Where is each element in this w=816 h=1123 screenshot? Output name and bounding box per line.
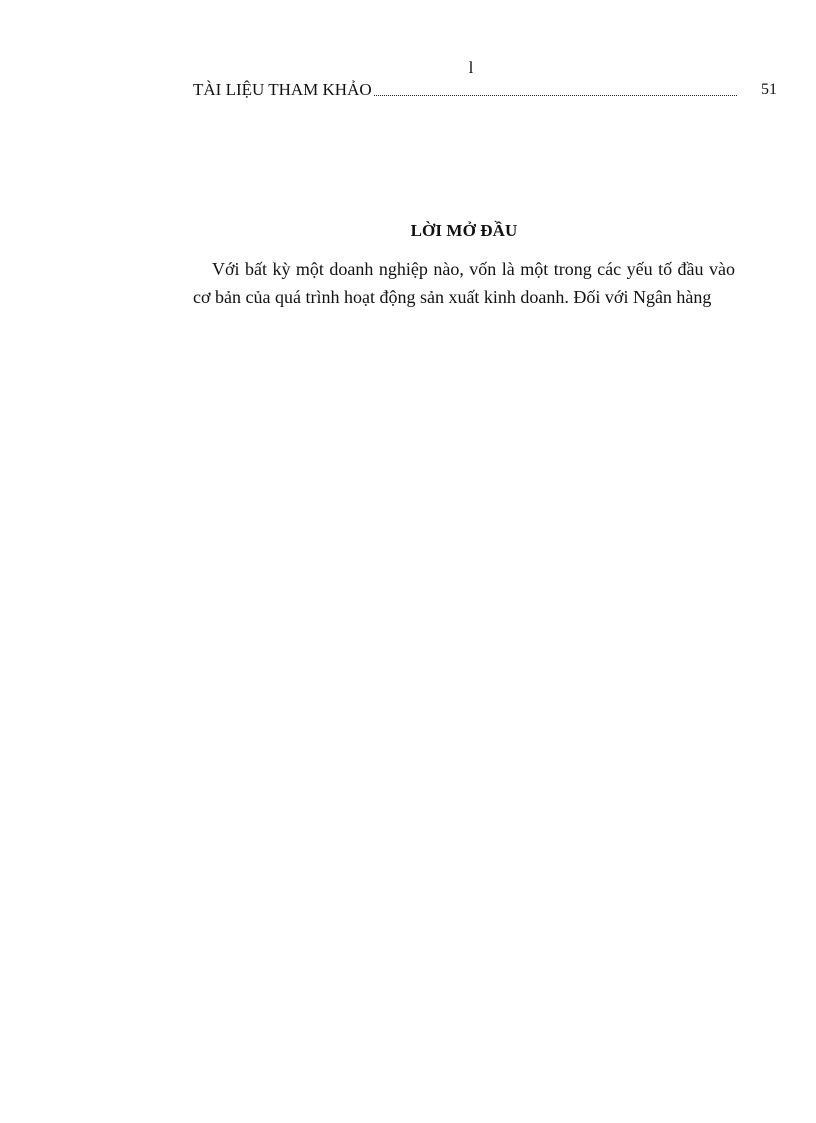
section-heading: LỜI MỞ ĐẦU [410, 221, 518, 241]
toc-entry-title: TÀI LIỆU THAM KHẢO [193, 80, 372, 99]
page-number: l [468, 58, 474, 77]
intro-paragraph: Với bất kỳ một doanh nghiệp nào, vốn là một trong các yếu tố đầu vào cơ bản của quá trình hoạt động sản xuất kinh doanh. Đối với Ngân hàng [193, 259, 735, 307]
toc-entry-page: 51 [761, 81, 777, 98]
toc-entry-references [193, 78, 777, 100]
toc-dot-leader [374, 94, 737, 96]
